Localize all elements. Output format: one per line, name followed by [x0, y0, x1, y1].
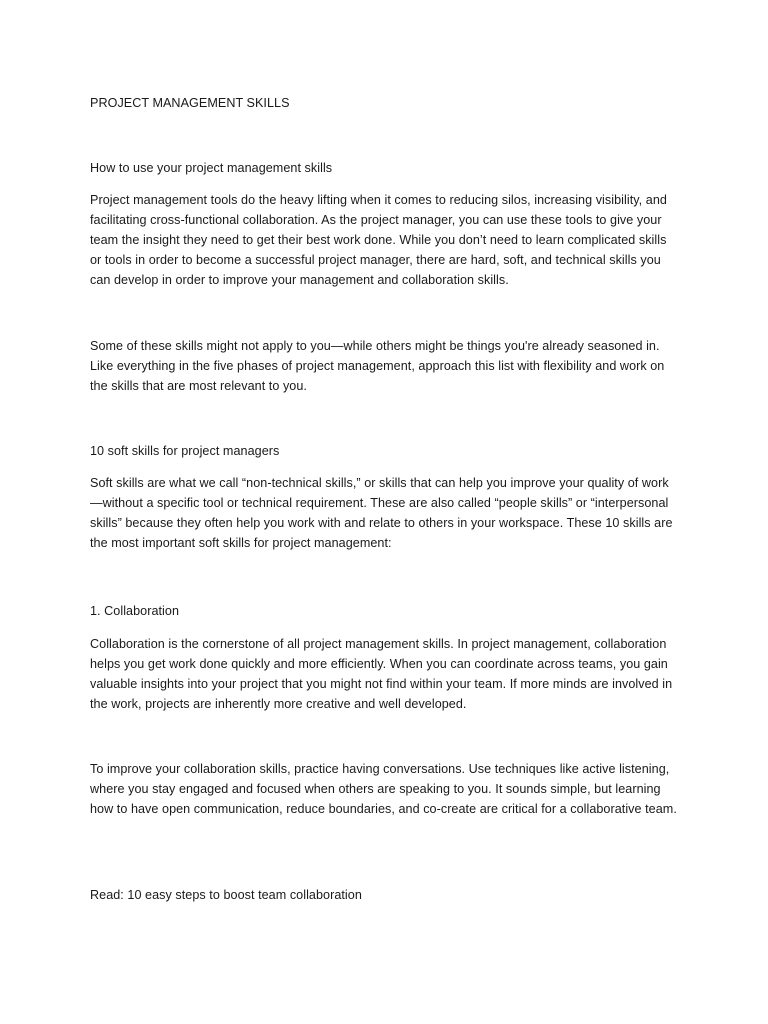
section-heading-soft-skills: 10 soft skills for project managers — [90, 444, 280, 458]
document-title: PROJECT MANAGEMENT SKILLS — [90, 96, 290, 110]
paragraph-some-skills: Some of these skills might not apply to you—while others might be things you're already seasoned in. Like everything in the five phases of project management, approach this list with flexibility and work on the skills that are most relevant to you. — [90, 339, 665, 393]
read-more-link: Read: 10 easy steps to boost team collaboration — [90, 888, 362, 902]
paragraph-tools: Project management tools do the heavy lifting when it comes to reducing silos, increasing visibility, and facilitating cross-functional collaboration. As the project manager, you can use these tools to give your team the insight they need to get their best work done. While you don’t need to learn complicated skills or tools in order to become a successful project manager, there are hard, soft, and technical skills you can develop in order to improve your management and collaboration skills. — [90, 193, 667, 287]
paragraph-soft-skills: Soft skills are what we call “non-technical skills,” or skills that can help you improve your quality of work—without a specific tool or technical requirement. These are also called “people skills” or “interpersonal skills” because they often help you work with and relate to others in your workspace. These 10 skills are the most important soft skills for project management: — [90, 476, 673, 550]
paragraph-improve-collaboration: To improve your collaboration skills, practice having conversations. Use techniques like active listening, where you stay engaged and focused when others are speaking to you. It sounds simple, but learning how to have open communication, reduce boundaries, and co-create are critical for a collaborative team. — [90, 762, 677, 816]
section-heading-collaboration: 1. Collaboration — [90, 604, 180, 618]
paragraph-collaboration: Collaboration is the cornerstone of all project management skills. In project management, collaboration helps you get work done quickly and more efficiently. When you can coordinate across teams, you gain valuable insights into your project that you might not find within your team. If more minds are involved in the work, projects are inherently more creative and well developed. — [90, 637, 673, 711]
section-heading-how-to-use: How to use your project management skills — [90, 161, 333, 175]
